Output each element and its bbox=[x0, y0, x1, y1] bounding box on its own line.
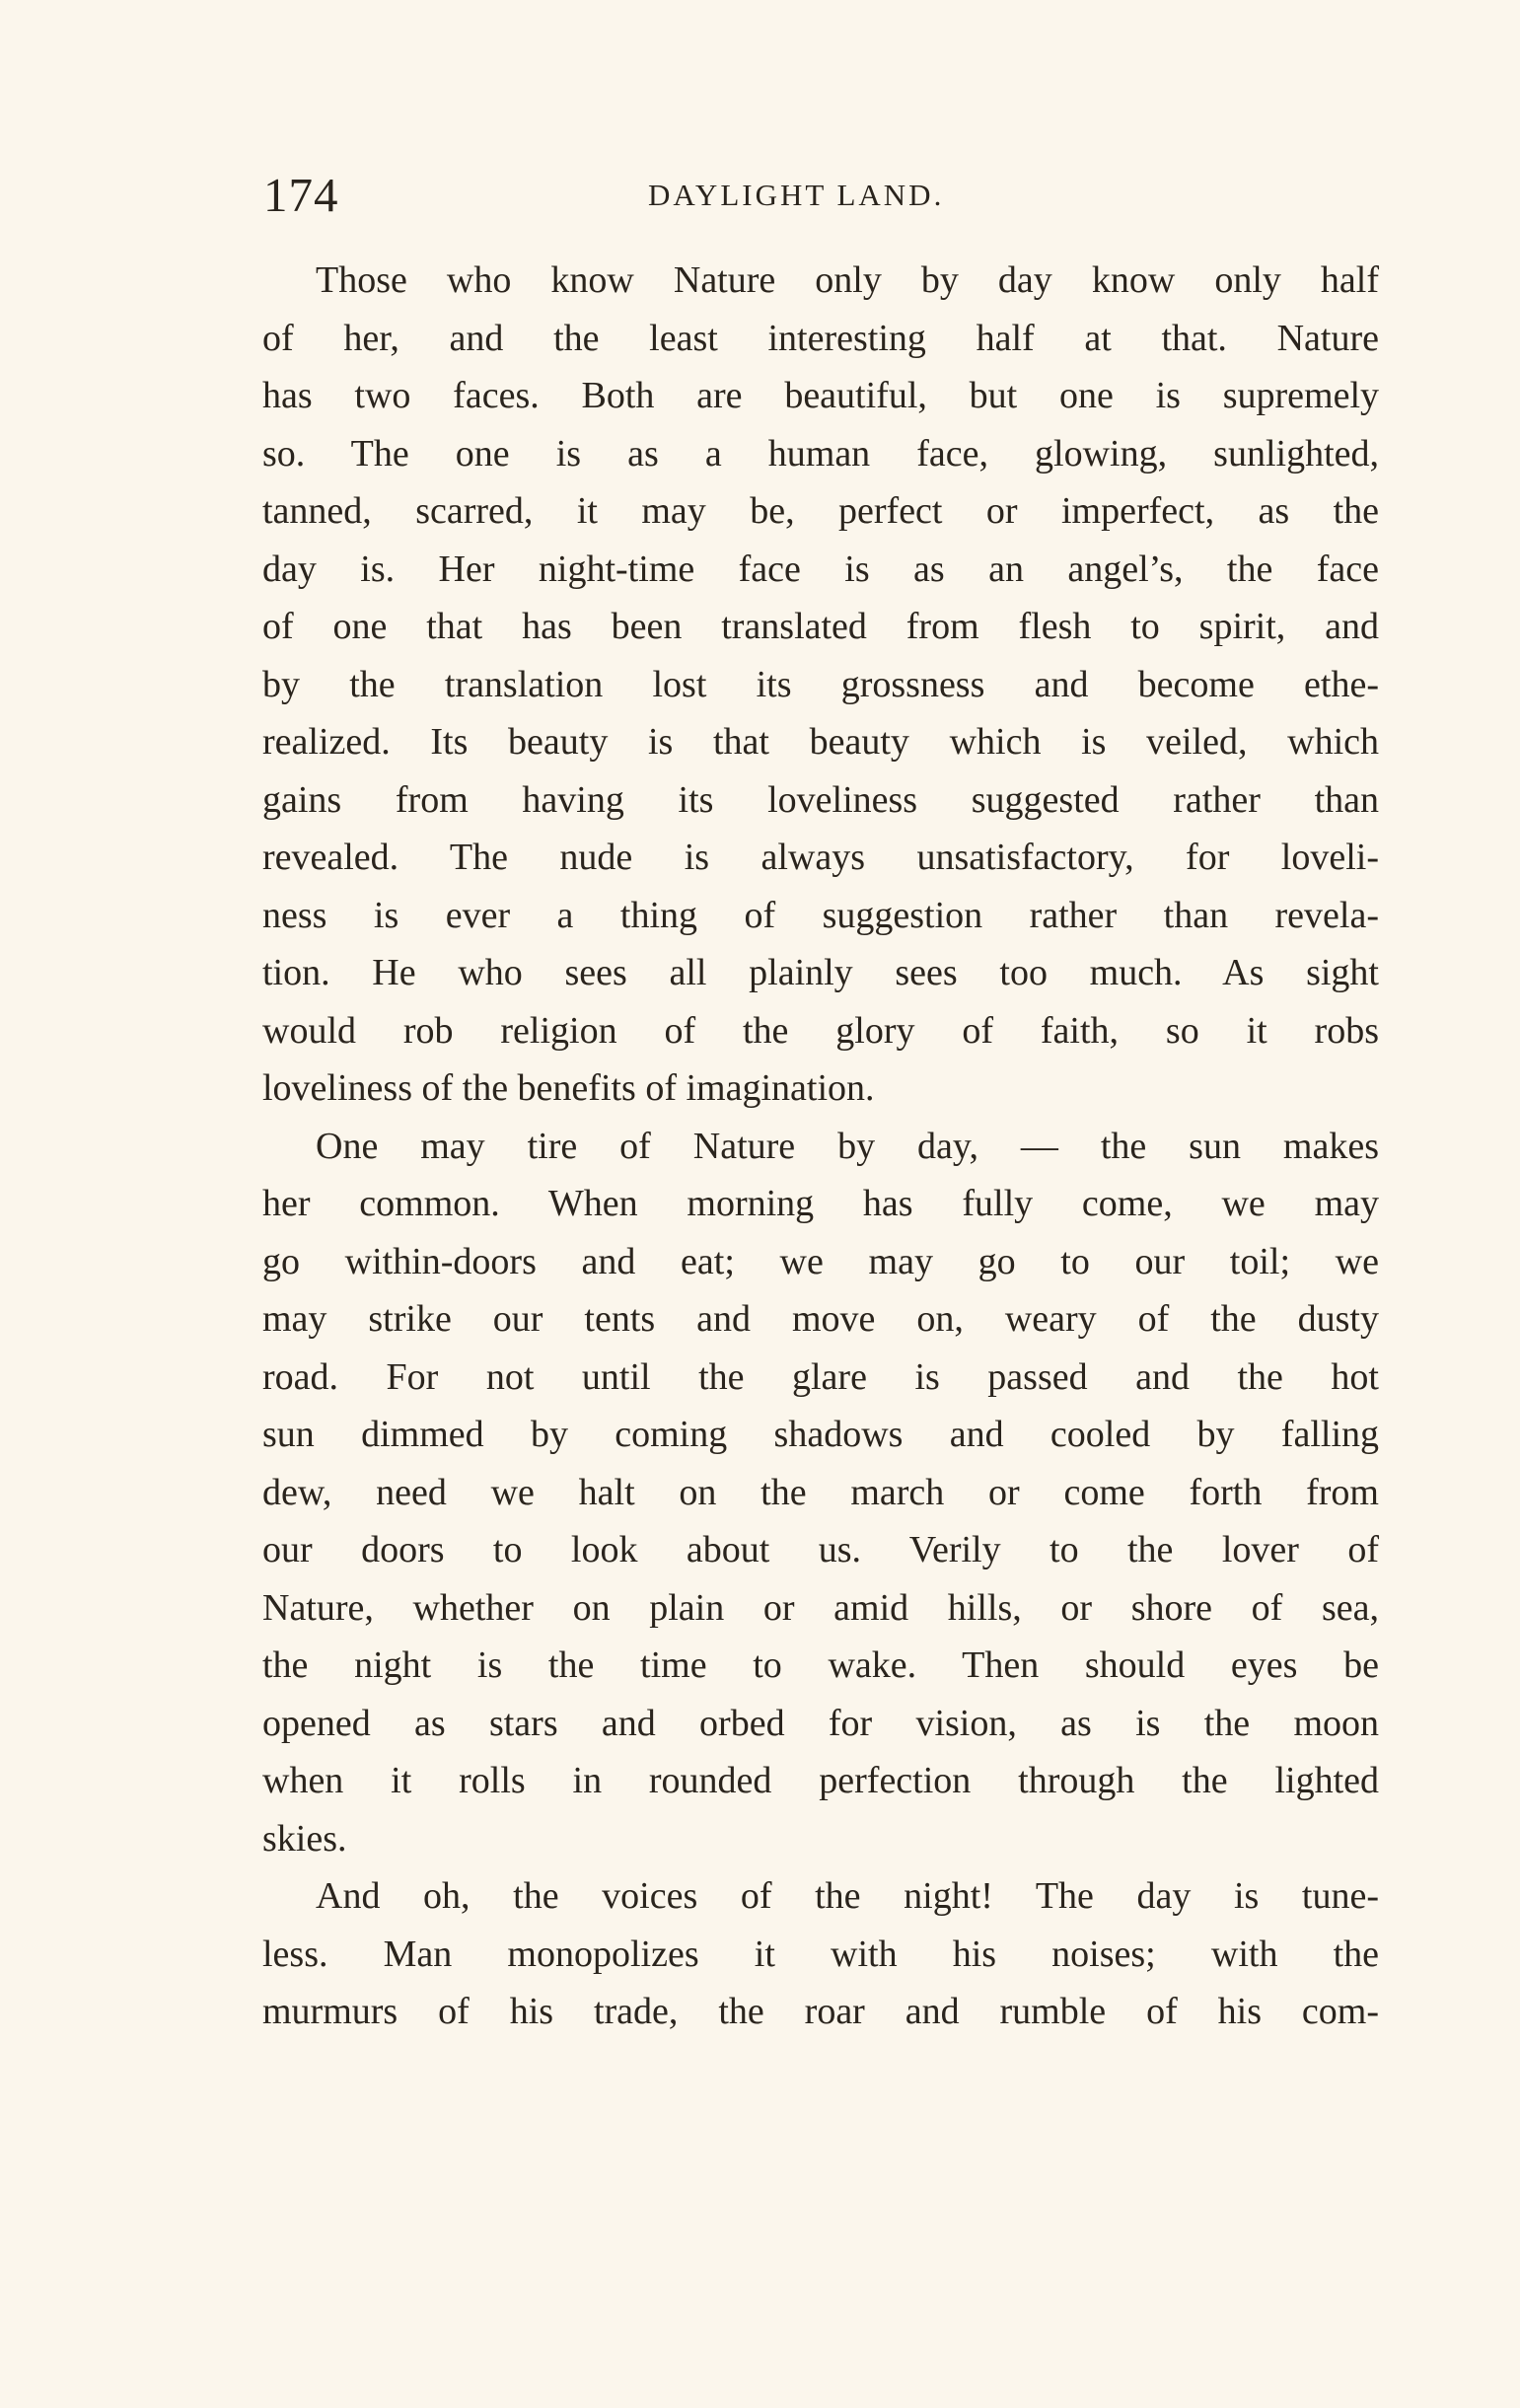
text-line: ness is ever a thing of suggestion rather than revela- bbox=[262, 894, 1379, 936]
text-line: skies. bbox=[262, 1817, 347, 1860]
paragraph-2 bbox=[262, 1118, 1379, 1868]
text-line: day is. Her night-time face is as an angel’s, the face bbox=[262, 547, 1379, 590]
text-line: revealed. The nude is always unsatisfactory, for loveli- bbox=[262, 837, 1379, 878]
text-line: Those who know Nature only by day know only half bbox=[316, 259, 1379, 301]
text-line: loveliness of the benefits of imagination. bbox=[262, 1067, 875, 1109]
text-line: tanned, scarred, it may be, perfect or imperfect, as the bbox=[262, 490, 1379, 532]
text-line: Nature, whether on plain or amid hills, or shore of sea, bbox=[262, 1586, 1379, 1629]
text-line: opened as stars and orbed for vision, as is the moon bbox=[262, 1702, 1379, 1744]
text-line: when it rolls in rounded perfection through the lighted bbox=[262, 1760, 1379, 1801]
running-title: DAYLIGHT LAND. bbox=[648, 178, 945, 212]
running-head bbox=[263, 166, 1378, 225]
page-number: 174 bbox=[263, 168, 339, 222]
text-line: tion. He who sees all plainly sees too much. As sight bbox=[262, 952, 1379, 993]
text-line: less. Man monopolizes it with his noises; with the bbox=[262, 1933, 1379, 1975]
text-line: road. For not until the glare is passed and the hot bbox=[262, 1355, 1379, 1398]
body-text bbox=[262, 252, 1379, 2041]
text-line: her common. When morning has fully come, we may bbox=[262, 1183, 1379, 1224]
text-line: of one that has been translated from flesh to spirit, and bbox=[262, 606, 1379, 647]
text-line: murmurs of his trade, the roar and rumble of his com- bbox=[262, 1991, 1379, 2032]
text-line: dew, need we halt on the march or come forth from bbox=[262, 1471, 1379, 1513]
text-line: realized. Its beauty is that beauty which is veiled, which bbox=[262, 721, 1379, 763]
text-line: And oh, the voices of the night! The day is tune- bbox=[316, 1875, 1379, 1917]
paragraph-3 bbox=[262, 1867, 1379, 2041]
text-line: would rob religion of the glory of faith, so it robs bbox=[262, 1009, 1379, 1052]
text-line: One may tire of Nature by day, — the sun makes bbox=[316, 1125, 1379, 1167]
text-line: may strike our tents and move on, weary of the dusty bbox=[262, 1298, 1379, 1340]
text-line: gains from having its loveliness suggested rather than bbox=[262, 778, 1379, 821]
paragraph-1 bbox=[262, 252, 1379, 1118]
text-line: of her, and the least interesting half at that. Nature bbox=[262, 317, 1379, 359]
text-line: the night is the time to wake. Then should eyes be bbox=[262, 1644, 1379, 1686]
text-line: our doors to look about us. Verily to the lover of bbox=[262, 1529, 1379, 1570]
text-line: by the translation lost its grossness and become ethe- bbox=[262, 663, 1379, 705]
text-line: sun dimmed by coming shadows and cooled by falling bbox=[262, 1414, 1379, 1455]
text-line: so. The one is as a human face, glowing, sunlighted, bbox=[262, 432, 1379, 474]
text-line: has two faces. Both are beautiful, but one is supremely bbox=[262, 375, 1379, 416]
text-line: go within-doors and eat; we may go to our toil; we bbox=[262, 1240, 1379, 1282]
